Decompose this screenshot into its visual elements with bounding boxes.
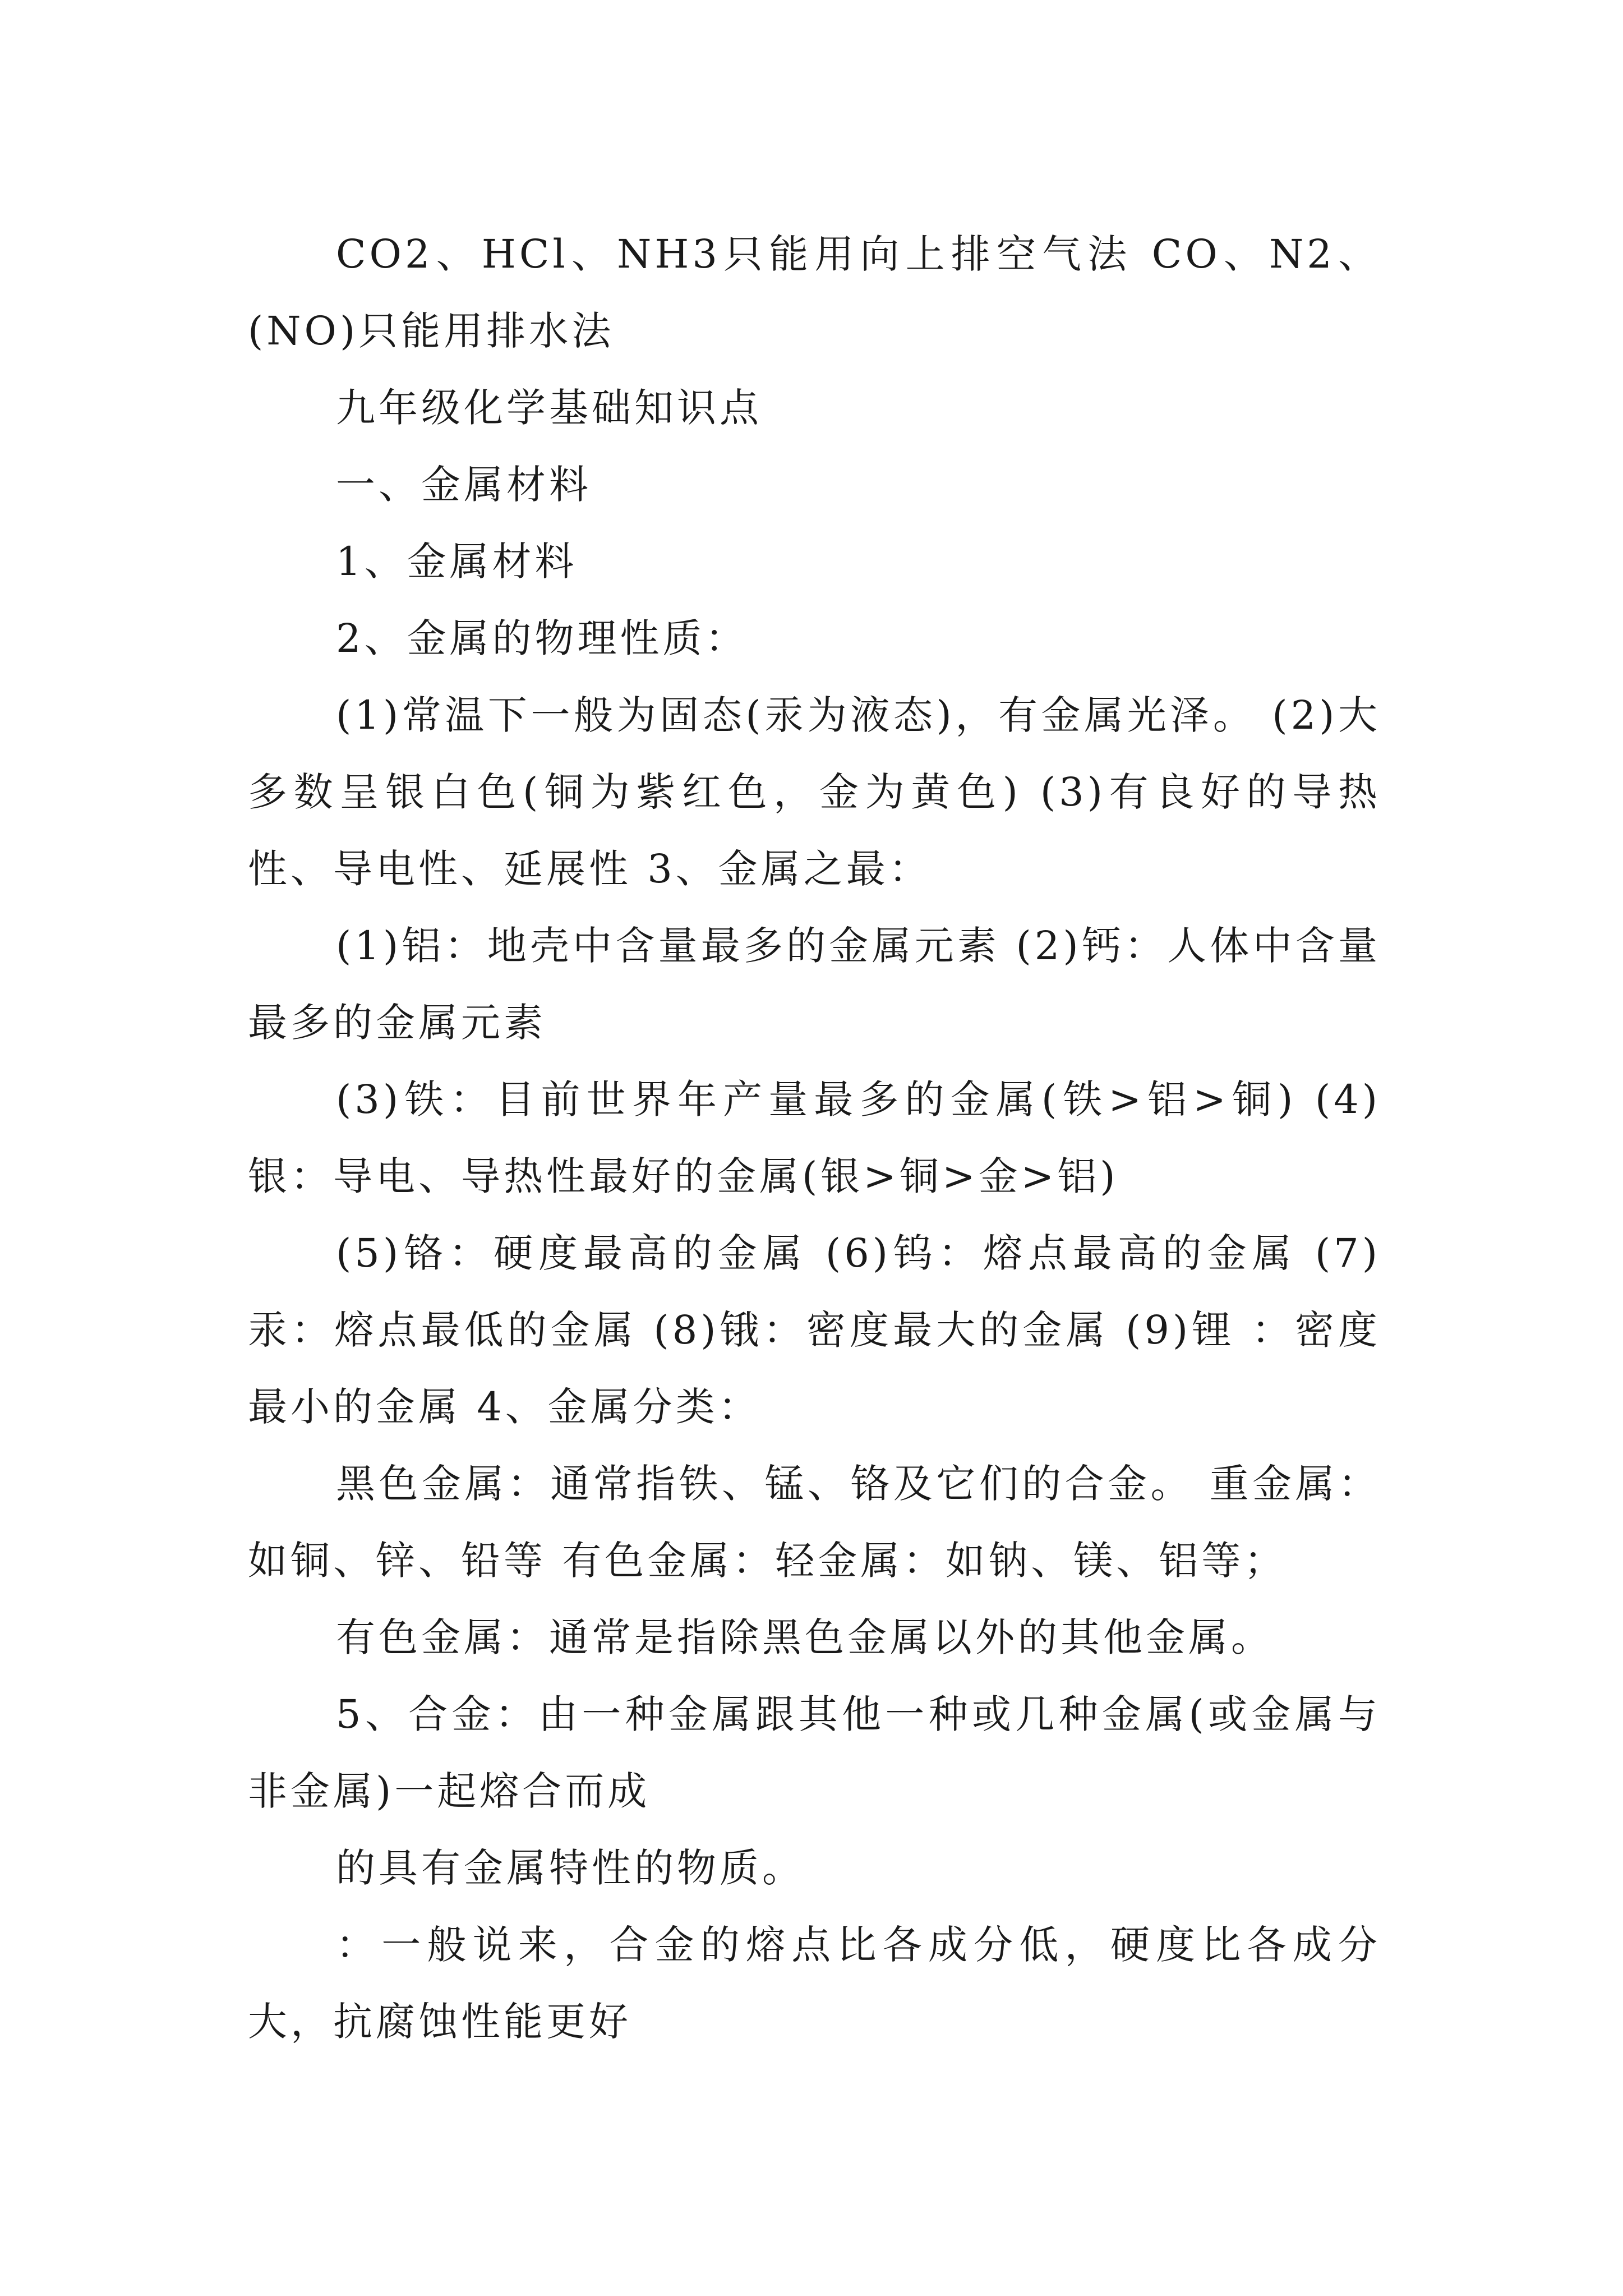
- paragraph-metal-superlatives-2: (3)铁：目前世界年产量最多的金属(铁>铝>铜) (4)银：导电、导热性最好的金属(银>铜>金>铝): [248, 1076, 1381, 1199]
- paragraph-item-1: 1、金属材料: [336, 539, 578, 585]
- paragraph-alloy-continued: 的具有金属特性的物质。: [336, 1845, 805, 1891]
- document-body: [248, 216, 1381, 2060]
- paragraph-gas-collection: CO2、HCl、NH3只能用向上排空气法 CO、N2、(NO)只能用排水法: [248, 231, 1381, 354]
- paragraph-section-title: 九年级化学基础知识点: [336, 385, 762, 431]
- paragraph-item-2: 2、金属的物理性质：: [336, 615, 748, 661]
- paragraph-metal-classification: 黑色金属：通常指铁、锰、铬及它们的合金。 重金属：如铜、锌、铅等 有色金属：轻金属：如钠、镁、铝等；: [248, 1461, 1381, 1584]
- paragraph-metal-superlatives-3: (5)铬：硬度最高的金属 (6)钨：熔点最高的金属 (7)汞：熔点最低的金属 (8)锇：密度最大的金属 (9)锂 ：密度最小的金属 4、金属分类：: [248, 1230, 1381, 1430]
- paragraph-alloy-definition: 5、合金：由一种金属跟其他一种或几种金属(或金属与非金属)一起熔合而成: [248, 1691, 1381, 1814]
- paragraph-nonferrous-metals: 有色金属：通常是指除黑色金属以外的其他金属。: [336, 1614, 1274, 1660]
- paragraph-metal-superlatives-1: (1)铝：地壳中含量最多的金属元素 (2)钙：人体中含量最多的金属元素: [248, 923, 1381, 1046]
- paragraph-physical-properties: (1)常温下一般为固态(汞为液态)，有金属光泽。 (2)大多数呈银白色(铜为紫红色，金为黄色) (3)有良好的导热性、导电性、延展性 3、金属之最：: [248, 692, 1381, 892]
- paragraph-heading-metal-materials: 一、金属材料: [336, 462, 592, 508]
- paragraph-alloy-properties: ：一般说来，合金的熔点比各成分低，硬度比各成分大，抗腐蚀性能更好: [248, 1922, 1381, 2045]
